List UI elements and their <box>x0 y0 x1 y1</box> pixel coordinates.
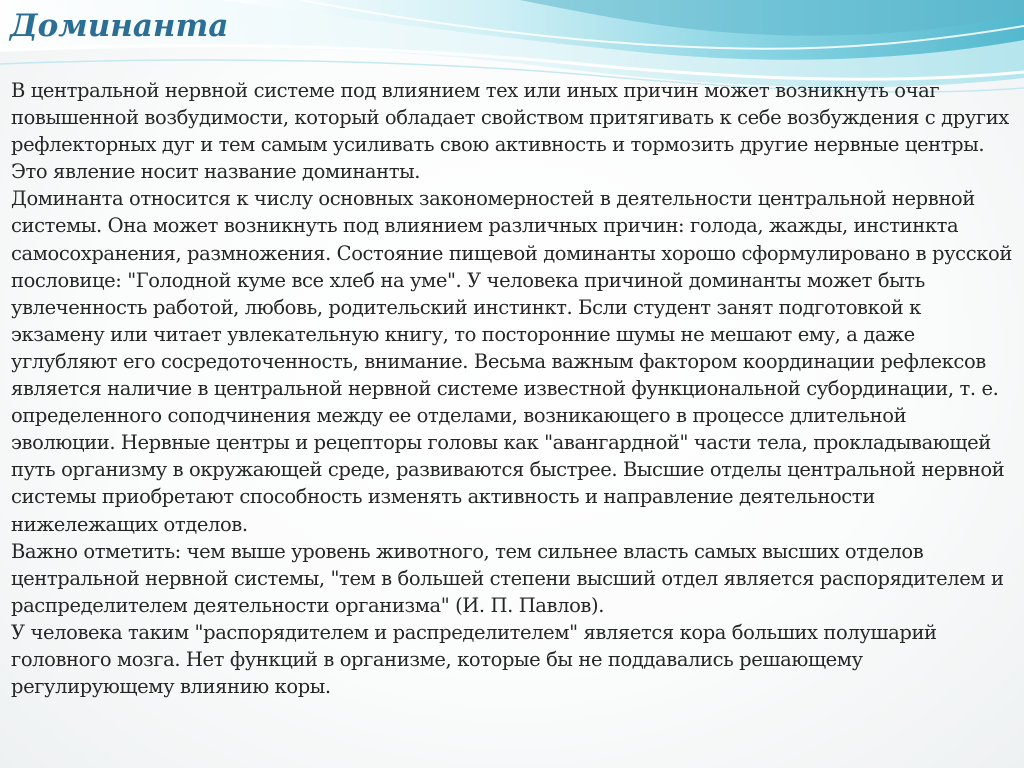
paragraph-higher-centers: Важно отметить: чем выше уровень животного, тем сильнее власть самых высших отделов центральной нервной системы, "тем в большей степени высший отдел является распорядителем и распределителем деятельности организма" (И. П. Павлов). <box>11 539 1004 617</box>
slide-body <box>11 77 1015 700</box>
paragraph-dominant-definition: В центральной нервной системе под влиянием тех или иных причин может возникнуть очаг повышенной возбудимости, который обладает свойством притягивать к себе возбуждения с других рефлекторных дуг и тем самым усиливать свою активность и тормозить другие нервные центры. Это явление носит название доминанты. <box>11 79 1009 184</box>
paragraph-dominant-causes: Доминанта относится к числу основных закономерностей в деятельности центральной нервной системы. Она может возникнуть под влиянием различных причин: голода, жажды, инстинкта самосохранения, размножения. Состояние пищевой доминанты хорошо сформулировано в русской пословице: "Голодной куме все хлеб на уме". У человека причиной доминанты может быть увлеченность работой, любовь, родительский инстинкт. Бсли студент занят подготовкой к экзамену или читает увлекательную книгу, то посторонние шумы не мешают ему, а даже углубляют его сосредоточенность, внимание. Весьма важным фактором координации рефлексов является наличие в центральной нервной системе известной функциональной субординации, т. е. определенного соподчинения между ее отделами, возникающего в процессе длительной эволюции. Нервные центры и рецепторы головы как "авангардной" части тела, прокладывающей путь организму в окружающей среде, развиваются быстрее. Высшие отделы центральной нервной системы приобретают способность изменять активность и направление деятельности нижележащих отделов. <box>11 187 1012 536</box>
slide-title: Доминанта <box>10 8 229 44</box>
paragraph-cortex-role: У человека таким "распорядителем и распределителем" является кора больших полушарий головного мозга. Нет функций в организме, которые бы не поддавались решающему регулирующему влиянию коры. <box>11 620 937 699</box>
